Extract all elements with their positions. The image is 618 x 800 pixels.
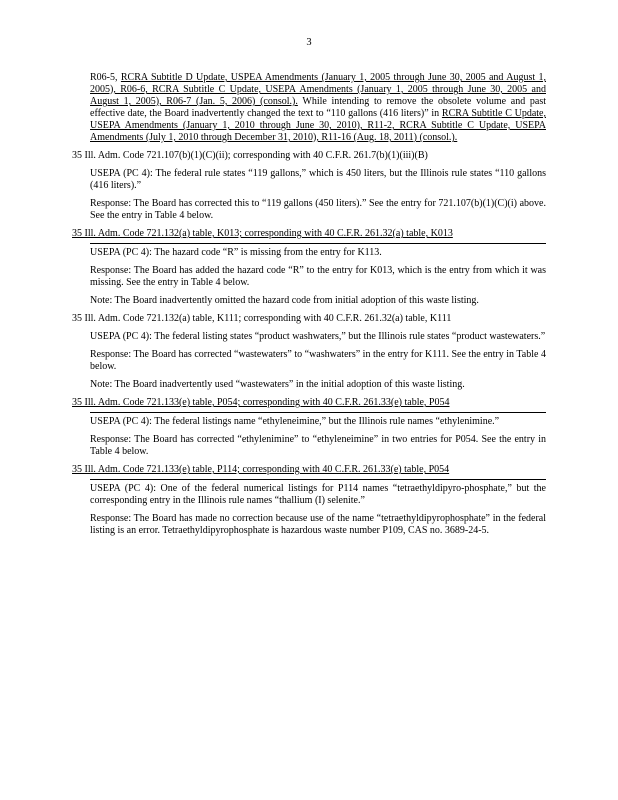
intro-text-1: R06-5, (90, 72, 121, 83)
entry-paragraph: Response: The Board has corrected this to “119 gallons (450 liters).” See the entry for 721.107(b)(1)(C)(i) above. See the entry in Table 4 below. (90, 198, 546, 221)
page-number: 3 (306, 37, 312, 48)
entry-paragraph: Response: The Board has made no correction because use of the name “tetraethyldipyrophosphate” in the federal listing is an error. Tetraethyldipyrophosphate is hazardous waste number P109, CAS no. 3689-24-5. (90, 513, 546, 536)
entry-body (72, 331, 546, 391)
entry-heading-rule (90, 243, 546, 244)
entry-paragraph: Response: The Board has corrected “wastewaters” to “washwaters” in the entry for K111. See the entry in Table 4 below. (90, 349, 546, 372)
entry (72, 150, 546, 222)
entry-paragraph: Response: The Board has corrected “ethylenimine” to “ethyleneimine” in two entries for P054. See the entry in Table 4 below. (90, 434, 546, 457)
document-body (72, 72, 546, 543)
entry-paragraph: Note: The Board inadvertently omitted the hazard code from initial adoption of this waste listing. (90, 295, 479, 306)
entry-body (72, 168, 546, 222)
entry-body (72, 483, 546, 537)
intro-paragraph (72, 72, 546, 144)
entry (72, 313, 546, 391)
entry-paragraph: Response: The Board has added the hazard code “R” to the entry for K013, which is the entry from which it was missing. See the entry in Table 4 below. (90, 265, 546, 288)
entry-heading: 35 Ill. Adm. Code 721.133(e) table, P054; corresponding with 40 C.F.R. 261.33(e) table, P054 (72, 397, 450, 408)
entry-paragraph: Note: The Board inadvertently used “wastewaters” in the initial adoption of this waste listing. (90, 379, 465, 390)
entry-body (72, 247, 546, 307)
intro-citation-1: RCRA Subtitle D Update, USPEA Amendments (January 1, 2005 through June 30, 2005 and August 1, 2005), R06-6, RCRA Subtitle C Update, USEPA Amendments (January 1, 2005 through June 30, 2005 and August 1, 2005), R06-7 (Jan. 5, 2006) (consol.). (90, 72, 547, 107)
entry-heading: 35 Ill. Adm. Code 721.132(a) table, K013; corresponding with 40 C.F.R. 261.32(a) table, K013 (72, 228, 453, 239)
entry-paragraph: USEPA (PC 4): The hazard code “R” is missing from the entry for K113. (90, 247, 382, 258)
entry-paragraph: USEPA (PC 4): The federal rule states “119 gallons,” which is 450 liters, but the Illinois rule states “110 gallons (416 liters).” (90, 168, 546, 191)
entry-paragraph: USEPA (PC 4): One of the federal numerical listings for P114 names “tetraethyldipyro-phosphate,” but the corresponding entry in the Illinois rule names “thallium (I) selenite.” (90, 483, 546, 506)
entry-heading: 35 Ill. Adm. Code 721.133(e) table, P114; corresponding with 40 C.F.R. 261.33(e) table, P054 (72, 464, 450, 475)
entry-heading-rule (90, 412, 546, 413)
entry (72, 228, 546, 307)
entry-paragraph: USEPA (PC 4): The federal listing states “product washwaters,” but the Illinois rule states “product wastewaters.” (90, 331, 546, 342)
intro-citation-2: RCRA Subtitle C Update, USEPA Amendments (January 1, 2010 through June 30, 2010), R11-2, RCRA Subtitle C Update, USEPA Amendments (July 1, 2010 through December 31, 2010), R11-16 (Aug. 18, 2011) (consol.). (90, 108, 546, 143)
entry (72, 464, 546, 537)
entry-heading-rule (90, 479, 546, 480)
intro-text-2: While intending to remove the obsolete volume and past effective date, the Board inadvertently changed the text to “110 gallons (416 liters)” in (90, 96, 546, 119)
entry-paragraph: USEPA (PC 4): The federal listings name “ethyleneimine,” but the Illinois rule names “ethylenimine.” (90, 416, 500, 427)
entry-heading: 35 Ill. Adm. Code 721.107(b)(1)(C)(ii); corresponding with 40 C.F.R. 261.7(b)(1)(iii)(B) (72, 150, 428, 161)
entry-heading: 35 Ill. Adm. Code 721.132(a) table, K111; corresponding with 40 C.F.R. 261.32(a) table, K111 (72, 313, 452, 324)
entry-body (72, 416, 546, 458)
entries-list (72, 150, 546, 537)
entry (72, 397, 546, 458)
